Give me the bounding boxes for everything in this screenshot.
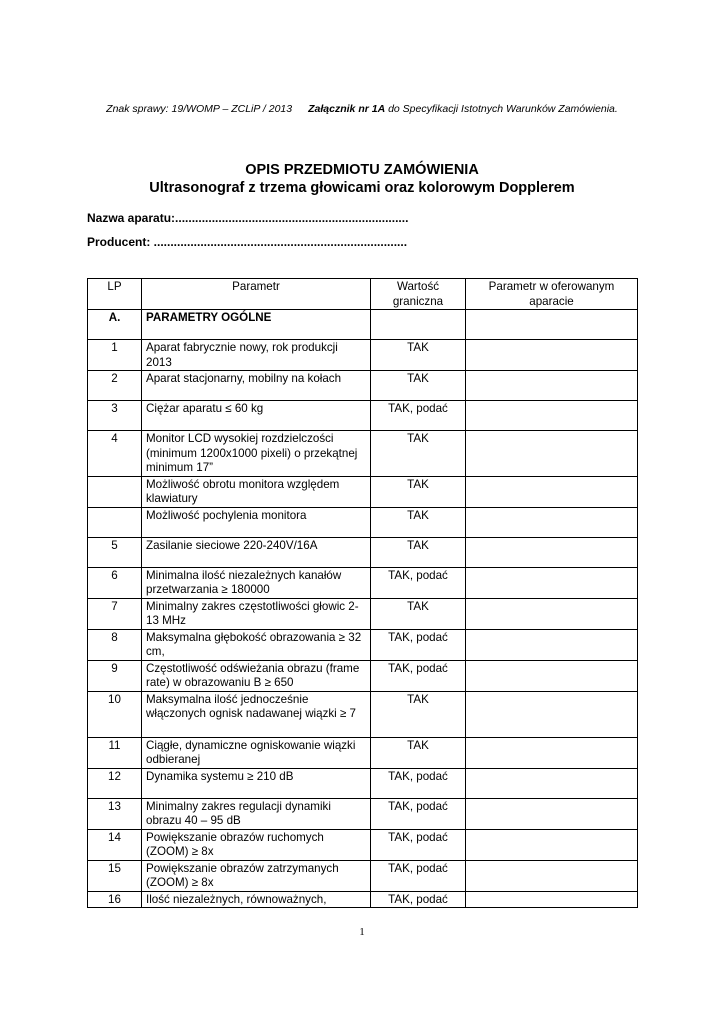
table-row bbox=[88, 537, 638, 567]
row-lp: 16 bbox=[88, 891, 142, 908]
table-row bbox=[88, 891, 638, 908]
row-parameter: Możliwość pochylenia monitora bbox=[142, 507, 371, 537]
row-limit-value: TAK bbox=[371, 476, 466, 507]
header-limit-value: Wartość graniczna bbox=[371, 279, 466, 310]
row-lp: 8 bbox=[88, 629, 142, 660]
row-lp bbox=[88, 507, 142, 537]
row-limit-value: TAK, podać bbox=[371, 829, 466, 860]
row-offered-value bbox=[466, 737, 638, 768]
section-name: PARAMETRY OGÓLNE bbox=[142, 310, 371, 340]
page-number: 1 bbox=[359, 926, 365, 938]
row-parameter: Ilość niezależnych, równoważnych, bbox=[142, 891, 371, 908]
row-offered-value bbox=[466, 860, 638, 891]
row-parameter: Powiększanie obrazów ruchomych (ZOOM) ≥ 8x bbox=[142, 829, 371, 860]
row-offered-value bbox=[466, 768, 638, 798]
row-limit-value: TAK, podać bbox=[371, 629, 466, 660]
row-offered-value bbox=[466, 660, 638, 691]
row-limit-value: TAK, podać bbox=[371, 891, 466, 908]
table-row bbox=[88, 660, 638, 691]
row-parameter: Monitor LCD wysokiej rozdzielczości (minimum 1200x1000 pixeli) o przekątnej minimum 17” bbox=[142, 431, 371, 477]
row-lp: 11 bbox=[88, 737, 142, 768]
row-offered-value bbox=[466, 340, 638, 371]
device-name-field: Nazwa aparatu:...................................................................... bbox=[87, 211, 409, 225]
table-row bbox=[88, 371, 638, 401]
row-lp: 1 bbox=[88, 340, 142, 371]
document-header bbox=[0, 103, 724, 115]
table-row bbox=[88, 598, 638, 629]
table-row bbox=[88, 476, 638, 507]
header-parameter: Parametr bbox=[142, 279, 371, 310]
attachment-description: do Specyfikacji Istotnych Warunków Zamówienia. bbox=[388, 103, 618, 115]
row-limit-value: TAK bbox=[371, 340, 466, 371]
row-lp: 6 bbox=[88, 567, 142, 598]
table-row bbox=[88, 401, 638, 431]
row-offered-value bbox=[466, 567, 638, 598]
row-offered-value bbox=[466, 537, 638, 567]
case-number: Znak sprawy: 19/WOMP – ZCLiP / 2013 bbox=[106, 103, 293, 115]
row-lp: 13 bbox=[88, 798, 142, 829]
table-header-row bbox=[88, 279, 638, 310]
row-offered-value bbox=[466, 798, 638, 829]
row-lp: 3 bbox=[88, 401, 142, 431]
row-limit-value: TAK, podać bbox=[371, 401, 466, 431]
row-limit-value: TAK bbox=[371, 691, 466, 737]
row-parameter: Ciężar aparatu ≤ 60 kg bbox=[142, 401, 371, 431]
row-offered-value bbox=[466, 431, 638, 477]
row-lp: 7 bbox=[88, 598, 142, 629]
row-limit-value: TAK, podać bbox=[371, 860, 466, 891]
row-parameter: Minimalna ilość niezależnych kanałów przetwarzania ≥ 180000 bbox=[142, 567, 371, 598]
row-limit-value: TAK bbox=[371, 371, 466, 401]
row-lp: 2 bbox=[88, 371, 142, 401]
row-lp: 12 bbox=[88, 768, 142, 798]
table-row bbox=[88, 567, 638, 598]
row-lp: 14 bbox=[88, 829, 142, 860]
row-offered-value bbox=[466, 371, 638, 401]
row-parameter: Dynamika systemu ≥ 210 dB bbox=[142, 768, 371, 798]
attachment-label: Załącznik nr 1A bbox=[308, 103, 386, 115]
table-row bbox=[88, 507, 638, 537]
row-limit-value: TAK bbox=[371, 737, 466, 768]
document-title: OPIS PRZEDMIOTU ZAMÓWIENIA bbox=[245, 162, 479, 178]
table-row bbox=[88, 829, 638, 860]
row-parameter: Maksymalna ilość jednocześnie włączonych ognisk nadawanej wiązki ≥ 7 bbox=[142, 691, 371, 737]
table-row bbox=[88, 798, 638, 829]
row-limit-value: TAK bbox=[371, 431, 466, 477]
row-lp: 5 bbox=[88, 537, 142, 567]
section-empty-cell bbox=[371, 310, 466, 340]
row-parameter: Minimalny zakres regulacji dynamiki obrazu 40 – 95 dB bbox=[142, 798, 371, 829]
row-parameter: Aparat fabrycznie nowy, rok produkcji 2013 bbox=[142, 340, 371, 371]
document-subtitle: Ultrasonograf z trzema głowicami oraz kolorowym Dopplerem bbox=[149, 180, 575, 196]
row-limit-value: TAK, podać bbox=[371, 798, 466, 829]
row-parameter: Częstotliwość odświeżania obrazu (frame rate) w obrazowaniu B ≥ 650 bbox=[142, 660, 371, 691]
row-offered-value bbox=[466, 598, 638, 629]
section-row bbox=[88, 310, 638, 340]
row-offered-value bbox=[466, 691, 638, 737]
row-offered-value bbox=[466, 629, 638, 660]
row-offered-value bbox=[466, 891, 638, 908]
section-empty-cell bbox=[466, 310, 638, 340]
table-row bbox=[88, 768, 638, 798]
row-parameter: Ciągłe, dynamiczne ogniskowanie wiązki odbieranej bbox=[142, 737, 371, 768]
table-row bbox=[88, 629, 638, 660]
header-lp: LP bbox=[88, 279, 142, 310]
row-limit-value: TAK bbox=[371, 598, 466, 629]
table-row bbox=[88, 737, 638, 768]
row-offered-value bbox=[466, 401, 638, 431]
table-row bbox=[88, 691, 638, 737]
row-limit-value: TAK, podać bbox=[371, 768, 466, 798]
row-parameter: Powiększanie obrazów zatrzymanych (ZOOM) ≥ 8x bbox=[142, 860, 371, 891]
row-offered-value bbox=[466, 829, 638, 860]
row-offered-value bbox=[466, 507, 638, 537]
row-parameter: Minimalny zakres częstotliwości głowic 2-13 MHz bbox=[142, 598, 371, 629]
row-limit-value: TAK bbox=[371, 507, 466, 537]
row-parameter: Aparat stacjonarny, mobilny na kołach bbox=[142, 371, 371, 401]
row-offered-value bbox=[466, 476, 638, 507]
table-row bbox=[88, 431, 638, 477]
row-lp: 9 bbox=[88, 660, 142, 691]
row-lp: 10 bbox=[88, 691, 142, 737]
specification-table bbox=[87, 278, 638, 908]
row-lp bbox=[88, 476, 142, 507]
row-lp: 15 bbox=[88, 860, 142, 891]
row-parameter: Maksymalna głębokość obrazowania ≥ 32 cm, bbox=[142, 629, 371, 660]
header-offered-parameter: Parametr w oferowanym aparacie bbox=[466, 279, 638, 310]
row-parameter: Zasilanie sieciowe 220-240V/16A bbox=[142, 537, 371, 567]
section-lp: A. bbox=[88, 310, 142, 340]
row-limit-value: TAK, podać bbox=[371, 660, 466, 691]
row-limit-value: TAK bbox=[371, 537, 466, 567]
row-limit-value: TAK, podać bbox=[371, 567, 466, 598]
producer-field: Producent: ............................................................................ bbox=[87, 235, 408, 249]
row-lp: 4 bbox=[88, 431, 142, 477]
table-row bbox=[88, 340, 638, 371]
table-row bbox=[88, 860, 638, 891]
row-parameter: Możliwość obrotu monitora względem klawiatury bbox=[142, 476, 371, 507]
